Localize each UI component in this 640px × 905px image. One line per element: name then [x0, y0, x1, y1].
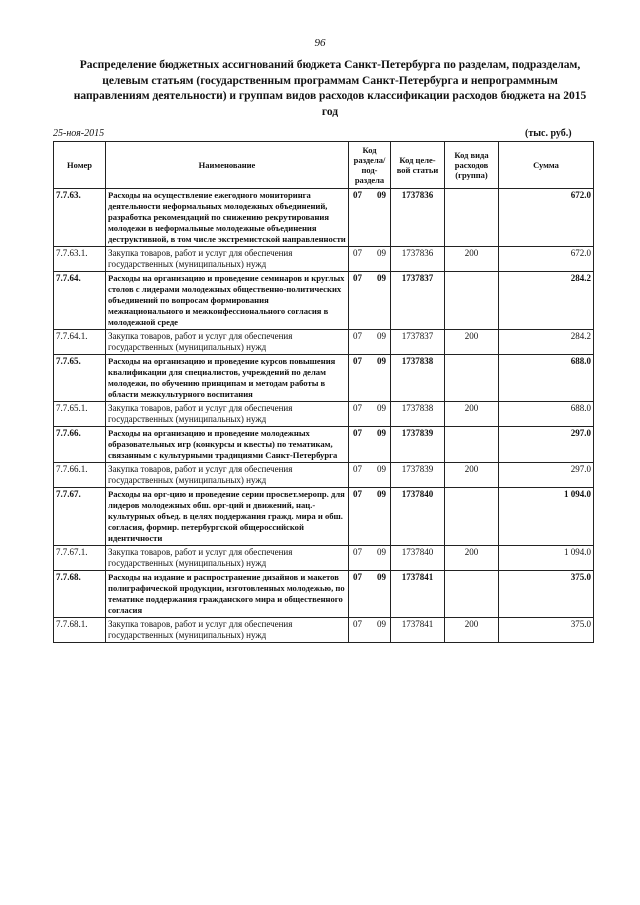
budget-table — [53, 141, 594, 643]
subsection-code: 09 — [377, 464, 386, 474]
row-name: Закупка товаров, работ и услуг для обеспечения государственных (муниципальных) нужд — [106, 618, 349, 643]
row-expense-type: 200 — [445, 402, 499, 427]
subsection-code: 09 — [377, 489, 386, 499]
row-number: 7.7.63. — [54, 189, 106, 247]
row-section-code — [349, 272, 391, 330]
row-expense-type — [445, 571, 499, 618]
document-title: Распределение бюджетных ассигнований бюджета Санкт-Петербурга по разделам, подразделам, целевым статьям (государственным программам Санкт-Петербурга и непрограммным направлениям деятельности) и группам видов расходов классификации расходов бюджета на 2015 год — [73, 59, 587, 118]
row-sum: 672.0 — [499, 247, 594, 272]
row-sum: 1 094.0 — [499, 488, 594, 546]
row-name: Расходы на орг-цию и проведение серии просвет.меропр. для лидеров молодежных обш. орг-ций и движений, нац.-культурных объед. в целях поддержания гражд. мира и обш. согласия, формир. петербургской общероссийской идентичности — [106, 488, 349, 546]
row-target-code: 1737840 — [391, 546, 445, 571]
header-section: Код раздела/ под- раздела — [349, 142, 391, 189]
table-row — [54, 546, 594, 571]
table-row — [54, 488, 594, 546]
row-target-code: 1737837 — [391, 272, 445, 330]
row-number: 7.7.68.1. — [54, 618, 106, 643]
table-row — [54, 189, 594, 247]
row-name: Расходы на организацию и проведение курсов повышения квалификации для специалистов, учреждений по делам молодежи, по обучению принципам и методам работы в области межкультурного воспитания — [106, 355, 349, 402]
table-row — [54, 330, 594, 355]
row-expense-type — [445, 427, 499, 463]
row-target-code: 1737836 — [391, 189, 445, 247]
row-target-code: 1737837 — [391, 330, 445, 355]
header-name: Наименование — [106, 142, 349, 189]
row-sum: 688.0 — [499, 355, 594, 402]
row-target-code: 1737836 — [391, 247, 445, 272]
header-number: Номер — [54, 142, 106, 189]
row-section-code — [349, 427, 391, 463]
row-number: 7.7.67. — [54, 488, 106, 546]
row-number: 7.7.66. — [54, 427, 106, 463]
row-section-code — [349, 402, 391, 427]
section-code: 07 — [353, 273, 362, 283]
subsection-code: 09 — [377, 403, 386, 413]
row-number: 7.7.66.1. — [54, 463, 106, 488]
section-code: 07 — [353, 356, 362, 366]
row-target-code: 1737841 — [391, 618, 445, 643]
row-target-code: 1737838 — [391, 355, 445, 402]
table-row — [54, 463, 594, 488]
header-sum: Сумма — [499, 142, 594, 189]
row-expense-type — [445, 189, 499, 247]
row-target-code: 1737839 — [391, 427, 445, 463]
section-code: 07 — [353, 619, 362, 629]
row-section-code — [349, 189, 391, 247]
subsection-code: 09 — [377, 248, 386, 258]
section-code: 07 — [353, 403, 362, 413]
row-target-code: 1737840 — [391, 488, 445, 546]
row-section-code — [349, 247, 391, 272]
row-name: Закупка товаров, работ и услуг для обеспечения государственных (муниципальных) нужд — [106, 463, 349, 488]
header-target: Код целе- вой статьи — [391, 142, 445, 189]
document-date: 25-ноя-2015 — [53, 128, 105, 139]
row-sum: 375.0 — [499, 571, 594, 618]
row-sum: 375.0 — [499, 618, 594, 643]
row-number: 7.7.68. — [54, 571, 106, 618]
row-section-code — [349, 463, 391, 488]
subsection-code: 09 — [377, 190, 386, 200]
row-number: 7.7.64.1. — [54, 330, 106, 355]
table-header-row — [54, 142, 594, 189]
subsection-code: 09 — [377, 547, 386, 557]
row-section-code — [349, 618, 391, 643]
subsection-code: 09 — [377, 619, 386, 629]
row-sum: 688.0 — [499, 402, 594, 427]
table-row — [54, 355, 594, 402]
row-section-code — [349, 571, 391, 618]
subsection-code: 09 — [377, 331, 386, 341]
row-number: 7.7.67.1. — [54, 546, 106, 571]
row-name: Расходы на организацию и проведение семинаров и круглых столов с лидерами молодежных общественно-политических объединений по вопросам формирования межнационального и межконфессионального согласия в молодежной среде — [106, 272, 349, 330]
row-target-code: 1737839 — [391, 463, 445, 488]
row-target-code: 1737838 — [391, 402, 445, 427]
subsection-code: 09 — [377, 428, 386, 438]
page-number: 96 — [314, 37, 326, 49]
row-expense-type — [445, 272, 499, 330]
row-name: Закупка товаров, работ и услуг для обеспечения государственных (муниципальных) нужд — [106, 247, 349, 272]
row-expense-type — [445, 355, 499, 402]
section-code: 07 — [353, 248, 362, 258]
row-section-code — [349, 355, 391, 402]
table-row — [54, 272, 594, 330]
row-expense-type: 200 — [445, 618, 499, 643]
row-section-code — [349, 546, 391, 571]
row-sum: 284.2 — [499, 272, 594, 330]
row-expense-type — [445, 488, 499, 546]
row-sum: 297.0 — [499, 463, 594, 488]
row-number: 7.7.65.1. — [54, 402, 106, 427]
row-name: Закупка товаров, работ и услуг для обеспечения государственных (муниципальных) нужд — [106, 402, 349, 427]
table-row — [54, 247, 594, 272]
table-row — [54, 618, 594, 643]
row-expense-type: 200 — [445, 330, 499, 355]
row-sum: 672.0 — [499, 189, 594, 247]
row-name: Закупка товаров, работ и услуг для обеспечения государственных (муниципальных) нужд — [106, 330, 349, 355]
row-number: 7.7.64. — [54, 272, 106, 330]
section-code: 07 — [353, 489, 362, 499]
row-name: Расходы на организацию и проведение молодежных образовательных игр (конкурсы и квесты) по тематикам, связанным с культурными традициями Санкт-Петербурга — [106, 427, 349, 463]
section-code: 07 — [353, 547, 362, 557]
units-label: (тыс. руб.) — [525, 128, 572, 139]
row-name: Расходы на издание и распространение дизайнов и макетов полиграфической продукции, изготовленных молодежью, по тематике поддержания гражданского мира и общественного согласия — [106, 571, 349, 618]
row-number: 7.7.63.1. — [54, 247, 106, 272]
subsection-code: 09 — [377, 273, 386, 283]
section-code: 07 — [353, 464, 362, 474]
row-section-code — [349, 330, 391, 355]
row-expense-type: 200 — [445, 247, 499, 272]
row-name: Расходы на осуществление ежегодного мониторинга деятельности неформальных молодежных объединений, разработка рекомендаций по снижению рекрутирования молодежи в неформальные молодежные объединения деструктивной, в том числе экстремистской направленности — [106, 189, 349, 247]
row-number: 7.7.65. — [54, 355, 106, 402]
row-sum: 297.0 — [499, 427, 594, 463]
row-name: Закупка товаров, работ и услуг для обеспечения государственных (муниципальных) нужд — [106, 546, 349, 571]
subsection-code: 09 — [377, 356, 386, 366]
table-row — [54, 402, 594, 427]
row-section-code — [349, 488, 391, 546]
row-sum: 284.2 — [499, 330, 594, 355]
section-code: 07 — [353, 331, 362, 341]
row-target-code: 1737841 — [391, 571, 445, 618]
section-code: 07 — [353, 190, 362, 200]
table-row — [54, 427, 594, 463]
row-expense-type: 200 — [445, 546, 499, 571]
section-code: 07 — [353, 572, 362, 582]
table-row — [54, 571, 594, 618]
section-code: 07 — [353, 428, 362, 438]
header-expense-type: Код вида расходов (группа) — [445, 142, 499, 189]
row-expense-type: 200 — [445, 463, 499, 488]
row-sum: 1 094.0 — [499, 546, 594, 571]
subsection-code: 09 — [377, 572, 386, 582]
